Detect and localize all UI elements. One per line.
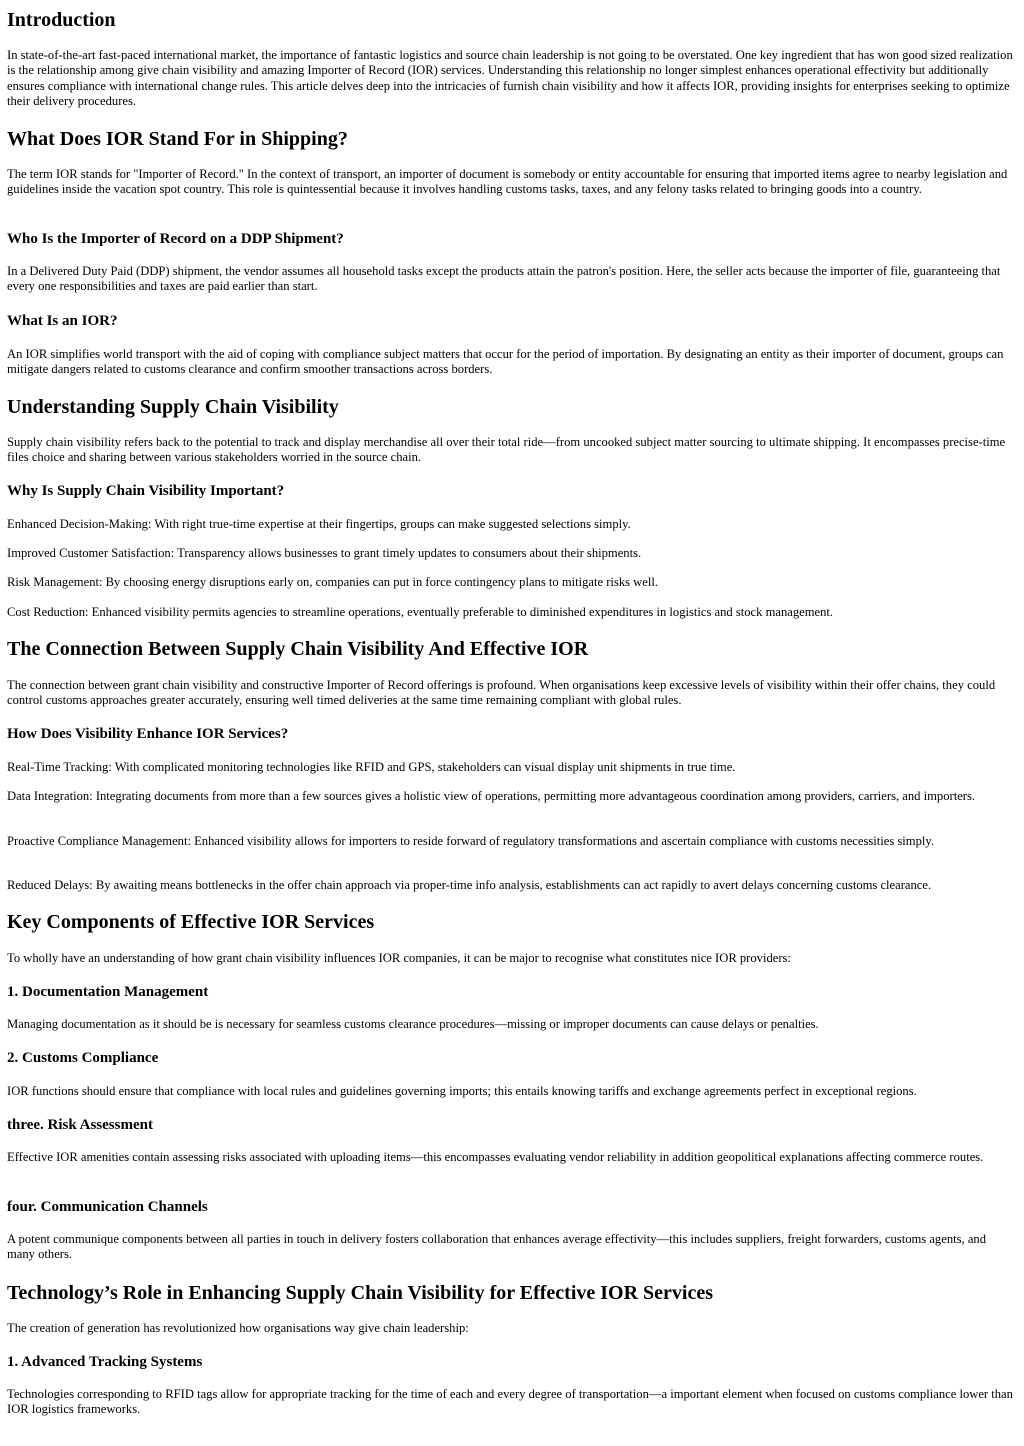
- heading-introduction: Introduction: [7, 9, 116, 31]
- paragraph: In state-of-the-art fast-paced international market, the importance of fantastic logistics and source chain leadership is not going to be overstated. One key ingredient that has won good sized realization is the relationship among give chain visibility and amazing Importer of Record (IOR) services. Understanding this relationship no longer simplest enhances operational effectivity but additionally ensures compliance with international change rules. This article delves deep into the intricacies of furnish chain visibility and how it affects IOR, providing insights for enterprises seeking to optimize their delivery procedures.: [7, 48, 1013, 108]
- heading-what-does-ior-stand-for: What Does IOR Stand For in Shipping?: [7, 128, 348, 150]
- heading-technology-role: Technology’s Role in Enhancing Supply Chain Visibility for Effective IOR Services: [7, 1282, 714, 1304]
- paragraph: IOR functions should ensure that compliance with local rules and guidelines governing imports; this entails knowing tariffs and exchange agreements perfect in exceptional regions.: [7, 1084, 917, 1098]
- paragraph: An IOR simplifies world transport with the aid of coping with compliance subject matters that occur for the period of importation. By designating an entity as their importer of document, groups can mitigate dangers related to customs clearance and confirm smoother transactions across borders.: [7, 347, 1004, 377]
- paragraph: Managing documentation as it should be is necessary for seamless customs clearance procedures—missing or improper documents can cause delays or penalties.: [7, 1017, 819, 1031]
- subheading-visibility-enhance-ior: How Does Visibility Enhance IOR Services?: [7, 726, 289, 742]
- subheading-risk-assessment: three. Risk Assessment: [7, 1117, 153, 1133]
- heading-connection: The Connection Between Supply Chain Visibility And Effective IOR: [7, 638, 589, 660]
- list-item: Proactive Compliance Management: Enhanced visibility allows for importers to reside forward of regulatory transformations and ascertain compliance with customs necessities simply.: [7, 834, 935, 848]
- paragraph: The creation of generation has revolutionized how organisations way give chain leadership:: [7, 1321, 469, 1335]
- subheading-communication-channels: four. Communication Channels: [7, 1199, 208, 1215]
- paragraph: Supply chain visibility refers back to the potential to track and display merchandise all over their total ride—from uncooked subject matter sourcing to ultimate shipping. It encompasses precise-time files choice and sharing between various stakeholders worried in the source chain.: [7, 435, 1006, 465]
- subheading-customs-compliance: 2. Customs Compliance: [7, 1050, 159, 1066]
- list-item: Enhanced Decision-Making: With right true-time expertise at their fingertips, groups can make suggested selections simply.: [7, 517, 631, 531]
- list-item: Reduced Delays: By awaiting means bottlenecks in the offer chain approach via proper-time info analysis, establishments can act rapidly to avert delays concerning customs clearance.: [7, 878, 932, 892]
- paragraph: Technologies corresponding to RFID tags allow for appropriate tracking for the time of each and every degree of transportation—a important element when focused on customs compliance lower than IOR logistics frameworks.: [7, 1387, 1013, 1417]
- paragraph: In a Delivered Duty Paid (DDP) shipment, the vendor assumes all household tasks except the products attain the patron's position. Here, the seller acts because the importer of file, guaranteeing that every one responsibilities and taxes are paid earlier than start.: [7, 264, 1001, 294]
- subheading-what-is-ior: What Is an IOR?: [7, 313, 118, 329]
- list-item: Risk Management: By choosing energy disruptions early on, companies can put in force contingency plans to mitigate risks well.: [7, 575, 659, 589]
- paragraph: The term IOR stands for "Importer of Record." In the context of transport, an importer of document is somebody or entity accountable for ensuring that imported items agree to nearby legislation and guidelines inside the vacation spot country. This role is quintessential because it involves handling customs tasks, taxes, and any felony tasks related to bringing goods into a country.: [7, 167, 1008, 197]
- paragraph: The connection between grant chain visibility and constructive Importer of Record offerings is profound. When organisations keep excessive levels of visibility within their offer chains, they could control customs approaches greater accurately, ensuring well timed deliveries at the same time remaining compliant with global rules.: [7, 678, 996, 708]
- heading-supply-chain-visibility: Understanding Supply Chain Visibility: [7, 396, 339, 418]
- paragraph: Effective IOR amenities contain assessing risks associated with uploading items—this encompasses evaluating vendor reliability in addition geopolitical explanations affecting commerce routes.: [7, 1150, 984, 1164]
- subheading-ddp-importer: Who Is the Importer of Record on a DDP Shipment?: [7, 231, 344, 247]
- list-item: Real-Time Tracking: With complicated monitoring technologies like RFID and GPS, stakeholders can visual display unit shipments in true time.: [7, 760, 736, 774]
- subheading-advanced-tracking-systems: 1. Advanced Tracking Systems: [7, 1354, 203, 1370]
- subheading-documentation-management: 1. Documentation Management: [7, 984, 209, 1000]
- heading-key-components: Key Components of Effective IOR Services: [7, 911, 375, 933]
- paragraph: To wholly have an understanding of how grant chain visibility influences IOR companies, it can be major to recognise what constitutes nice IOR providers:: [7, 951, 791, 965]
- subheading-why-visibility-important: Why Is Supply Chain Visibility Important?: [7, 483, 285, 499]
- list-item: Cost Reduction: Enhanced visibility permits agencies to streamline operations, eventually preferable to diminished expenditures in logistics and stock management.: [7, 605, 834, 619]
- list-item: Data Integration: Integrating documents from more than a few sources gives a holistic view of operations, permitting more advantageous coordination among providers, carriers, and importers.: [7, 789, 976, 803]
- paragraph: A potent communique components between all parties in touch in delivery fosters collaboration that enhances average effectivity—this includes suppliers, freight forwarders, customs agents, and many others.: [7, 1232, 986, 1262]
- list-item: Improved Customer Satisfaction: Transparency allows businesses to grant timely updates to consumers about their shipments.: [7, 546, 642, 560]
